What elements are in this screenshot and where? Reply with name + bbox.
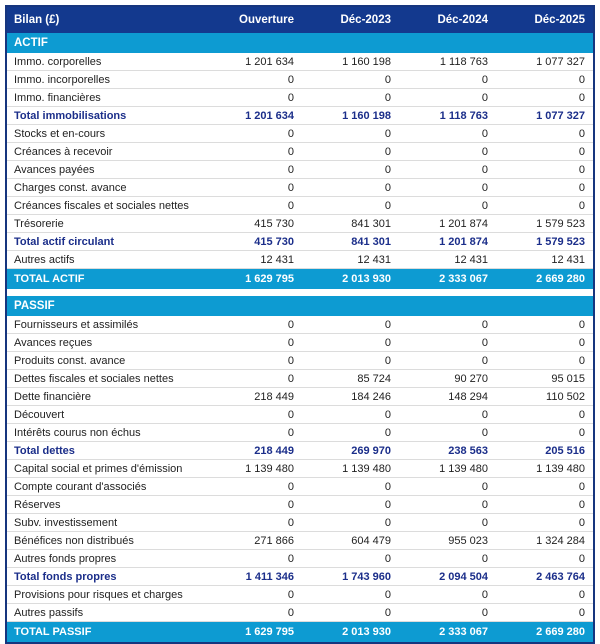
table-row [7,179,593,197]
cell-value: 0 [384,336,391,349]
row-label: Capital social et primes d'émission [14,462,183,475]
cell-value: 0 [578,336,585,349]
section-rows [7,316,593,622]
row-label: Stocks et en-cours [14,127,106,140]
table-section [7,296,593,642]
cell-value: 0 [481,318,488,331]
cell-value: 0 [481,498,488,511]
table-row [7,424,593,442]
cell-value: 1 139 480 [342,462,391,475]
row-label: Avances reçues [14,336,93,349]
row-label: Subv. investissement [14,516,118,529]
column-header: Déc-2023 [340,14,391,26]
table-row [7,370,593,388]
cell-value: 1 077 327 [536,55,585,68]
row-label: Compte courant d'associés [14,480,147,493]
cell-value: 0 [287,552,294,565]
cell-value: 0 [384,426,391,439]
row-label: Créances fiscales et sociales nettes [14,199,189,212]
cell-value: 0 [287,426,294,439]
cell-value: 0 [287,480,294,493]
table-row [7,496,593,514]
cell-value: 0 [384,588,391,601]
cell-value: 110 502 [546,390,585,403]
cell-value: 0 [578,552,585,565]
cell-value: 0 [481,426,488,439]
row-label: Fournisseurs et assimilés [14,318,139,331]
cell-value: 0 [578,199,585,212]
row-label: Dettes fiscales et sociales nettes [14,372,174,385]
row-label: Intérêts courus non échus [14,426,141,439]
table-row [7,107,593,125]
cell-value: 0 [578,145,585,158]
row-label: Bénéfices non distribués [14,534,134,547]
cell-value: 0 [287,145,294,158]
section-total-row [7,622,593,642]
cell-value: 955 023 [448,534,488,547]
cell-value: 0 [578,588,585,601]
total-value: 1 629 795 [245,273,294,285]
cell-value: 0 [481,163,488,176]
cell-value: 1 579 523 [536,217,585,230]
cell-value: 0 [578,73,585,86]
cell-value: 0 [384,91,391,104]
row-label: Réserves [14,498,61,511]
cell-value: 1 201 634 [245,55,294,68]
table-row [7,197,593,215]
table-row [7,478,593,496]
row-label: Découvert [14,408,65,421]
table-row [7,161,593,179]
cell-value: 841 301 [351,235,391,248]
cell-value: 12 431 [357,253,391,266]
cell-value: 0 [481,588,488,601]
cell-value: 0 [287,588,294,601]
cell-value: 0 [287,163,294,176]
total-value: 2 013 930 [342,626,391,638]
cell-value: 0 [481,199,488,212]
row-label: Total immobilisations [14,109,127,122]
row-label: Charges const. avance [14,181,127,194]
cell-value: 0 [287,199,294,212]
balance-sheet-table [5,5,595,644]
cell-value: 271 866 [254,534,294,547]
total-label: TOTAL PASSIF [14,626,92,638]
cell-value: 415 730 [254,235,294,248]
cell-value: 0 [481,73,488,86]
cell-value: 12 431 [260,253,294,266]
table-row [7,89,593,107]
row-label: Provisions pour risques et charges [14,588,183,601]
cell-value: 0 [287,73,294,86]
table-row [7,586,593,604]
cell-value: 0 [578,354,585,367]
section-header-row [7,296,593,316]
row-label: Trésorerie [14,217,64,230]
cell-value: 0 [578,480,585,493]
cell-value: 0 [384,480,391,493]
column-header: Déc-2025 [534,14,585,26]
cell-value: 841 301 [351,217,391,230]
cell-value: 0 [578,127,585,140]
cell-value: 0 [287,408,294,421]
section-rows [7,53,593,269]
cell-value: 0 [578,516,585,529]
cell-value: 1 160 198 [342,55,391,68]
cell-value: 0 [481,408,488,421]
row-label: Immo. corporelles [14,55,102,68]
cell-value: 0 [481,480,488,493]
table-row [7,604,593,622]
table-row [7,514,593,532]
table-row [7,71,593,89]
cell-value: 1 201 634 [245,109,294,122]
cell-value: 1 324 284 [536,534,585,547]
cell-value: 1 077 327 [536,109,585,122]
cell-value: 218 449 [254,444,294,457]
total-value: 2 333 067 [439,626,488,638]
total-value: 2 669 280 [536,626,585,638]
cell-value: 0 [578,318,585,331]
row-label: Total fonds propres [14,570,117,583]
cell-value: 95 015 [551,372,585,385]
column-header: Déc-2024 [437,14,488,26]
cell-value: 85 724 [357,372,391,385]
cell-value: 0 [287,318,294,331]
cell-value: 0 [287,498,294,511]
cell-value: 0 [384,354,391,367]
table-row [7,388,593,406]
cell-value: 0 [578,498,585,511]
table-row [7,215,593,233]
cell-value: 1 139 480 [245,462,294,475]
table-header-row [7,7,593,33]
cell-value: 0 [384,516,391,529]
cell-value: 0 [481,91,488,104]
table-body [7,33,593,642]
cell-value: 0 [287,372,294,385]
total-value: 2 333 067 [439,273,488,285]
cell-value: 218 449 [254,390,294,403]
cell-value: 0 [384,408,391,421]
row-label: Dette financière [14,390,92,403]
cell-value: 0 [481,552,488,565]
table-section [7,33,593,289]
section-total-row [7,269,593,289]
row-label: Créances à recevoir [14,145,113,158]
table-row [7,251,593,269]
cell-value: 0 [384,145,391,158]
table-row [7,53,593,71]
cell-value: 0 [481,127,488,140]
table-title: Bilan (£) [14,14,60,26]
cell-value: 1 118 763 [439,55,488,68]
cell-value: 0 [578,91,585,104]
cell-value: 1 743 960 [342,570,391,583]
cell-value: 0 [481,516,488,529]
cell-value: 0 [481,606,488,619]
cell-value: 0 [287,127,294,140]
cell-value: 148 294 [448,390,488,403]
cell-value: 0 [287,606,294,619]
cell-value: 0 [384,606,391,619]
cell-value: 0 [384,318,391,331]
cell-value: 0 [287,354,294,367]
cell-value: 1 201 874 [439,235,488,248]
table-row [7,568,593,586]
total-label: TOTAL ACTIF [14,273,85,285]
row-label: Total actif circulant [14,235,115,248]
cell-value: 269 970 [351,444,391,457]
cell-value: 205 516 [545,444,585,457]
row-label: Avances payées [14,163,95,176]
cell-value: 604 479 [351,534,391,547]
section-gap [7,289,593,296]
cell-value: 0 [287,91,294,104]
table-row [7,143,593,161]
total-value: 1 629 795 [245,626,294,638]
row-label: Produits const. avance [14,354,126,367]
row-label: Total dettes [14,444,75,457]
row-label: Immo. incorporelles [14,73,110,86]
cell-value: 0 [287,336,294,349]
section-title: ACTIF [14,37,48,49]
row-label: Autres actifs [14,253,75,266]
section-title: PASSIF [14,300,55,312]
cell-value: 184 246 [351,390,391,403]
cell-value: 0 [578,408,585,421]
cell-value: 1 201 874 [439,217,488,230]
cell-value: 0 [287,516,294,529]
table-row [7,460,593,478]
table-row [7,532,593,550]
total-value: 2 669 280 [536,273,585,285]
cell-value: 0 [481,354,488,367]
cell-value: 0 [578,163,585,176]
cell-value: 0 [578,426,585,439]
cell-value: 0 [481,181,488,194]
cell-value: 0 [384,552,391,565]
table-row [7,316,593,334]
cell-value: 0 [384,199,391,212]
table-row [7,233,593,251]
cell-value: 0 [481,336,488,349]
cell-value: 2 094 504 [439,570,488,583]
cell-value: 0 [384,127,391,140]
table-row [7,406,593,424]
table-row [7,442,593,460]
cell-value: 0 [578,606,585,619]
table-row [7,352,593,370]
cell-value: 12 431 [551,253,585,266]
cell-value: 238 563 [448,444,488,457]
row-label: Autres fonds propres [14,552,117,565]
cell-value: 0 [384,498,391,511]
column-header: Ouverture [239,14,294,26]
cell-value: 1 579 523 [536,235,585,248]
cell-value: 0 [578,181,585,194]
cell-value: 1 160 198 [342,109,391,122]
table-row [7,550,593,568]
cell-value: 1 139 480 [439,462,488,475]
table-row [7,125,593,143]
cell-value: 12 431 [454,253,488,266]
cell-value: 0 [384,73,391,86]
cell-value: 1 411 346 [245,570,294,583]
table-row [7,334,593,352]
row-label: Autres passifs [14,606,84,619]
cell-value: 90 270 [454,372,488,385]
section-header-row [7,33,593,53]
cell-value: 0 [384,163,391,176]
cell-value: 0 [287,181,294,194]
cell-value: 1 139 480 [536,462,585,475]
row-label: Immo. financières [14,91,101,104]
total-value: 2 013 930 [342,273,391,285]
cell-value: 415 730 [254,217,294,230]
cell-value: 2 463 764 [536,570,585,583]
cell-value: 0 [384,181,391,194]
cell-value: 0 [481,145,488,158]
cell-value: 1 118 763 [439,109,488,122]
